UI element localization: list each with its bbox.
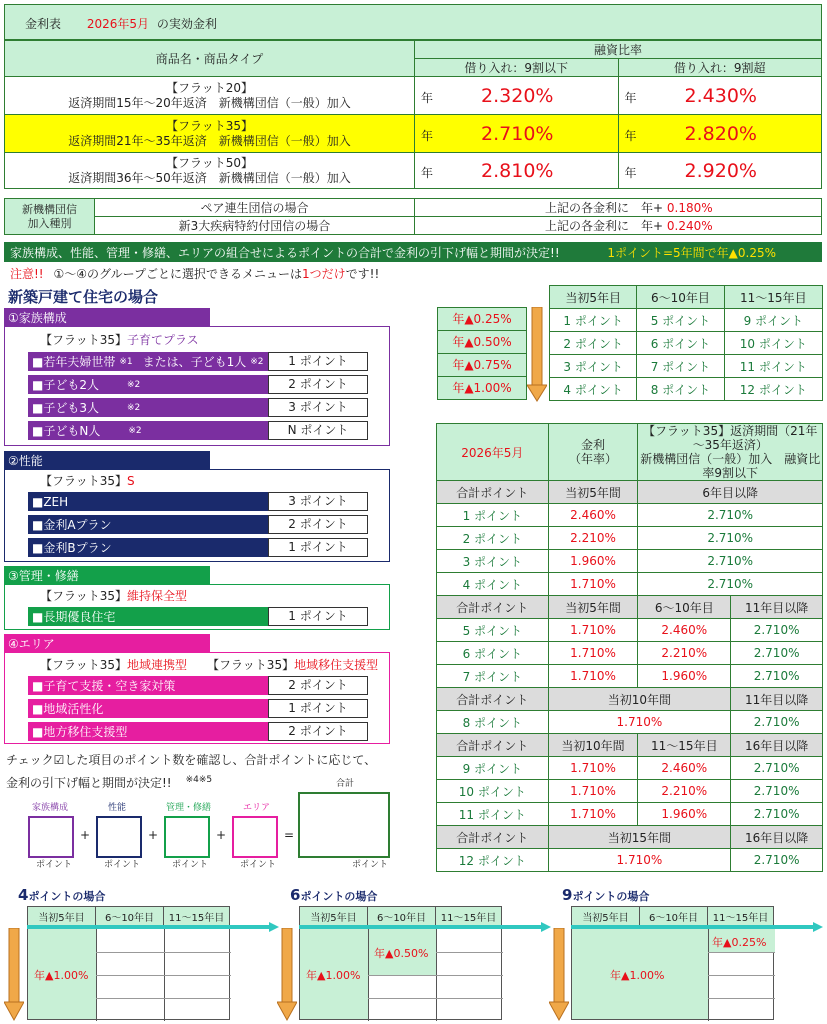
item-label: ■金利Bプラン — [32, 541, 112, 555]
item-label: ■地域活性化 — [32, 702, 104, 716]
notice-label: 注意!! — [10, 267, 44, 281]
danshin-table — [4, 198, 822, 235]
item-label: ■若年夫婦世帯 — [32, 355, 116, 369]
banner-right: 1ポイント=5年間で年▲0.25% — [607, 246, 776, 260]
product-name: 【フラット20】 — [165, 80, 254, 95]
group-title-d: 地域移住支援型 — [294, 658, 379, 672]
notice-tail: です!! — [345, 267, 380, 281]
area-item[interactable] — [28, 699, 268, 718]
rt-head: 合計ポイント — [437, 596, 549, 619]
title-label: 金利表 — [25, 17, 62, 31]
rt-head: 16年目以降 — [731, 826, 823, 849]
table-row — [437, 550, 823, 573]
point-box: 2 ポイント — [268, 375, 368, 394]
ex-header: 当初5年目 — [28, 907, 96, 927]
rt-head: 16年目以降 — [731, 734, 823, 757]
table-row — [437, 780, 823, 803]
calc-label-perf: 性能 — [108, 803, 127, 813]
title-month: 2026年5月 — [86, 17, 150, 31]
table-row — [437, 504, 823, 527]
group-title-c: 【フラット35】 — [207, 658, 295, 672]
rt-cell: 1.710% — [548, 619, 638, 642]
example-label: 年▲1.00% — [34, 969, 89, 982]
nen-label: 年 — [421, 90, 434, 105]
rt-head: 6～10年目 — [638, 596, 731, 619]
rate-b: 2.820% — [684, 122, 757, 145]
danshin-type: ペア連生団信の場合 — [95, 199, 415, 217]
calc-label-family: 家族構成 — [32, 803, 69, 813]
rt-cell: 3 ポイント — [437, 550, 549, 573]
danshin-text: 上記の各金利に 年+ — [545, 219, 664, 233]
rt-cell: 1.710% — [548, 849, 731, 872]
calc-box-total[interactable] — [298, 792, 390, 858]
product-desc: 返済期間36年～50年返済 新機構団信（一般）加入 — [68, 170, 351, 185]
example-label: 年▲1.00% — [610, 969, 665, 982]
title-bar — [4, 4, 822, 40]
rt-head: 当初15年間 — [548, 826, 731, 849]
perf-item[interactable] — [28, 515, 268, 534]
table-row — [437, 757, 823, 780]
ex-header: 11～15年目 — [436, 907, 502, 927]
example-label: 年▲0.50% — [374, 947, 429, 960]
green-banner — [4, 242, 822, 262]
ex-header: 6～10年目 — [96, 907, 164, 927]
example-grid — [299, 928, 502, 1020]
plus-sign: + — [148, 828, 159, 842]
ex-header: 11～15年目 — [708, 907, 774, 927]
rt-cell: 2.710% — [731, 757, 823, 780]
notice — [10, 265, 379, 282]
rt-cell: 2.710% — [731, 849, 823, 872]
pt-cell: 3 ポイント — [550, 355, 637, 378]
calc-point: ポイント — [36, 860, 73, 870]
calc-point: ポイント — [172, 860, 209, 870]
rt-head: 合計ポイント — [437, 826, 549, 849]
rt-desc1: 【フラット35】返済期間（21年～35年返済） — [643, 424, 818, 452]
calc-box-maint[interactable] — [164, 816, 210, 858]
point-box: 1 ポイント — [268, 607, 368, 626]
rt-cell: 1.710% — [548, 803, 638, 826]
danshin-type: 新3大疾病特約付団信の場合 — [95, 217, 415, 235]
area-item[interactable] — [28, 722, 268, 741]
rt-cell: 2.710% — [731, 711, 823, 734]
rt-cell: 1.710% — [548, 780, 638, 803]
pt-header: 11～15年目 — [724, 286, 822, 309]
rt-cell: 2.710% — [731, 803, 823, 826]
rt-cell: 1.710% — [548, 757, 638, 780]
rt-head: 当初10年間 — [548, 734, 638, 757]
example-num: 9 — [562, 886, 573, 904]
ex-header: 当初5年目 — [300, 907, 368, 927]
title-suffix: の実効金利 — [156, 17, 217, 31]
rt-cell: 2.210% — [548, 527, 638, 550]
point-box: N ポイント — [268, 421, 368, 440]
rt-desc2: 新機構団信（一般）加入 融資比率9割以下 — [640, 452, 821, 480]
group-title-b: 維持保全型 — [127, 589, 188, 603]
item-label: ■子どもN人 — [32, 424, 101, 438]
table-row — [437, 711, 823, 734]
example-title — [562, 886, 649, 904]
group-head-maint: ③管理・修繕 — [4, 566, 210, 584]
calc-box-area[interactable] — [232, 816, 278, 858]
reduction-label: 年▲0.25% — [438, 308, 526, 331]
pt-cell: 11 ポイント — [724, 355, 822, 378]
point-table — [549, 285, 823, 401]
rt-cell: 2.460% — [638, 757, 731, 780]
table-row — [550, 309, 823, 332]
item-label: ■子育て支援・空き家対策 — [32, 679, 176, 693]
calc-box-perf[interactable] — [96, 816, 142, 858]
rt-cell: 6 ポイント — [437, 642, 549, 665]
example-title — [290, 886, 377, 904]
rt-cell: 2.710% — [638, 573, 823, 596]
maint-item[interactable] — [28, 607, 268, 626]
rt-cell: 4 ポイント — [437, 573, 549, 596]
example-label: 年▲0.25% — [712, 936, 767, 949]
pt-cell: 12 ポイント — [724, 378, 822, 401]
point-box: 1 ポイント — [268, 352, 368, 371]
reduction-label: 年▲0.75% — [438, 354, 526, 377]
item-sup: ※1 — [119, 356, 133, 367]
rt-cell: 12 ポイント — [437, 849, 549, 872]
nen-label: 年 — [421, 128, 434, 143]
rt-cell: 1.960% — [548, 550, 638, 573]
group-title-b: 子育てプラス — [127, 333, 199, 347]
rate-a: 2.320% — [481, 84, 554, 107]
item-label: ■子ども3人 — [32, 401, 99, 415]
reduction-column — [437, 307, 527, 400]
danshin-label: 加入種別 — [27, 216, 72, 230]
check-line2: 金利の引下げ幅と期間が決定!! — [6, 776, 172, 790]
group-title-b: S — [127, 474, 135, 488]
rt-nenritsu: （年率） — [569, 452, 618, 466]
family-item[interactable] — [28, 352, 268, 371]
rt-kinri: 金利 — [581, 438, 606, 452]
example-title-text: ポイントの場合 — [572, 890, 650, 903]
banner-text: 家族構成、性能、管理・修繕、エリアの組合せによるポイントの合計で金利の引下げ幅と期間が決定!! — [10, 246, 560, 260]
table-row — [550, 355, 823, 378]
point-box: 2 ポイント — [268, 515, 368, 534]
item-label: ■長期優良住宅 — [32, 610, 116, 624]
calc-point: ポイント — [104, 860, 141, 870]
rt-head: 11～15年目 — [638, 734, 731, 757]
danshin-text: 上記の各金利に 年+ — [545, 201, 664, 215]
point-rate-table — [436, 423, 823, 872]
rt-cell: 2.710% — [638, 504, 823, 527]
rt-cell: 5 ポイント — [437, 619, 549, 642]
calc-label-total: 合計 — [336, 779, 355, 789]
point-box: 3 ポイント — [268, 492, 368, 511]
rt-head: 当初5年間 — [548, 596, 638, 619]
group-title — [40, 472, 135, 489]
rt-month: 2026年5月 — [437, 424, 549, 481]
ex-header: 当初5年目 — [572, 907, 640, 927]
equals-sign: = — [284, 828, 295, 842]
rt-cell: 2.710% — [731, 642, 823, 665]
notice-text: ①～④のグループごとに選択できるメニューは — [53, 267, 303, 281]
rt-cell: 10 ポイント — [437, 780, 549, 803]
item-extra: または、子ども1人 — [142, 355, 247, 369]
check-note: ※4※5 — [185, 775, 213, 785]
rt-cell: 1.960% — [638, 665, 731, 688]
group-head-area: ④エリア — [4, 634, 210, 652]
rt-cell: 8 ポイント — [437, 711, 549, 734]
check-line1: チェック☑した項目のポイント数を確認し、合計ポイントに応じて、 — [6, 753, 377, 767]
point-box: 1 ポイント — [268, 699, 368, 718]
rt-cell: 2.460% — [638, 619, 731, 642]
down-arrow-icon — [277, 928, 297, 1022]
item-label: ■地方移住支援型 — [32, 725, 128, 739]
rt-cell: 1.960% — [638, 803, 731, 826]
rt-cell: 1.710% — [548, 711, 731, 734]
plus-sign: + — [216, 828, 227, 842]
rt-cell: 2.710% — [731, 619, 823, 642]
rate-a: 2.810% — [481, 159, 554, 182]
product-desc: 返済期間15年～20年返済 新機構団信（一般）加入 — [68, 95, 351, 110]
rate-b: 2.430% — [684, 84, 757, 107]
table-row — [5, 153, 822, 189]
rt-cell: 2.710% — [638, 550, 823, 573]
point-box: 3 ポイント — [268, 398, 368, 417]
reduction-label: 年▲0.50% — [438, 331, 526, 354]
rt-head: 11年目以降 — [731, 596, 823, 619]
example-grid — [571, 928, 774, 1020]
point-box: 2 ポイント — [268, 676, 368, 695]
example-num: 4 — [18, 886, 29, 904]
pt-header: 6～10年目 — [637, 286, 724, 309]
rate-a: 2.710% — [481, 122, 554, 145]
rt-cell: 9 ポイント — [437, 757, 549, 780]
area-item[interactable] — [28, 676, 268, 695]
section-title: 新築戸建て住宅の場合 — [8, 288, 159, 306]
calc-point: ポイント — [240, 860, 277, 870]
perf-item[interactable] — [28, 492, 268, 511]
table-row — [437, 849, 823, 872]
group-title-a: 【フラット35】 — [40, 589, 128, 603]
example-label: 年▲1.00% — [306, 969, 361, 982]
item-label: ■子ども2人 — [32, 378, 99, 392]
example-title-text: ポイントの場合 — [28, 890, 106, 903]
family-item[interactable] — [28, 375, 268, 394]
pt-cell: 10 ポイント — [724, 332, 822, 355]
product-desc: 返済期間21年～35年返済 新機構団信（一般）加入 — [68, 133, 351, 148]
danshin-label: 新機構団信 — [22, 202, 77, 216]
table-row — [437, 665, 823, 688]
nen-label: 年 — [624, 128, 637, 143]
group-title-a: 【フラット35】 — [40, 474, 128, 488]
ex-header: 6～10年目 — [640, 907, 708, 927]
pt-cell: 1 ポイント — [550, 309, 637, 332]
rt-head: 合計ポイント — [437, 734, 549, 757]
product-header: 商品名・商品タイプ — [5, 41, 415, 77]
point-box: 1 ポイント — [268, 538, 368, 557]
pt-cell: 8 ポイント — [637, 378, 724, 401]
table-row — [437, 642, 823, 665]
down-arrow-icon — [549, 928, 569, 1022]
danshin-value: 0.180% — [666, 201, 713, 215]
rt-cell: 2.710% — [731, 780, 823, 803]
rt-head: 当初10年間 — [548, 688, 731, 711]
calc-label-maint: 管理・修繕 — [166, 803, 212, 813]
ratio-header: 融資比率 — [415, 41, 822, 59]
nen-label: 年 — [624, 90, 637, 105]
rt-cell: 2.210% — [638, 780, 731, 803]
table-row — [437, 573, 823, 596]
rt-cell: 2 ポイント — [437, 527, 549, 550]
rt-cell: 7 ポイント — [437, 665, 549, 688]
group-title-a: 【フラット35】 — [40, 333, 128, 347]
reduction-label: 年▲1.00% — [452, 381, 512, 395]
table-row — [550, 378, 823, 401]
rt-head: 11年目以降 — [731, 688, 823, 711]
rt-cell: 1.710% — [548, 642, 638, 665]
pt-cell: 6 ポイント — [637, 332, 724, 355]
nen-label: 年 — [624, 165, 637, 180]
group-title-b: 地域連携型 — [127, 658, 188, 672]
calc-box-family[interactable] — [28, 816, 74, 858]
item-sup: ※2 — [128, 425, 142, 436]
rate-b: 2.920% — [684, 159, 757, 182]
group-title — [40, 331, 199, 348]
rt-cell: 11 ポイント — [437, 803, 549, 826]
notice-em: 1つだけ — [302, 267, 346, 281]
rt-cell: 2.710% — [731, 665, 823, 688]
group-title — [40, 587, 187, 604]
right-arrow-icon — [27, 922, 279, 932]
table-row — [437, 619, 823, 642]
point-box: 2 ポイント — [268, 722, 368, 741]
rt-cell: 1.710% — [548, 573, 638, 596]
calc-point: ポイント — [352, 860, 389, 870]
pt-header: 当初5年目 — [550, 286, 637, 309]
rt-head: 当初5年間 — [548, 481, 638, 504]
family-item[interactable] — [28, 398, 268, 417]
right-arrow-icon — [299, 922, 551, 932]
down-arrow-icon — [4, 928, 24, 1022]
item-label: ■ZEH — [32, 494, 69, 509]
rt-cell: 2.710% — [638, 527, 823, 550]
calc-label-area: エリア — [243, 803, 271, 813]
pt-cell: 9 ポイント — [724, 309, 822, 332]
pt-cell: 4 ポイント — [550, 378, 637, 401]
product-name: 【フラット50】 — [165, 155, 254, 170]
pt-cell: 7 ポイント — [637, 355, 724, 378]
rt-head: 6年目以降 — [638, 481, 823, 504]
right-arrow-icon — [571, 922, 823, 932]
table-row — [550, 332, 823, 355]
rt-cell: 2.460% — [548, 504, 638, 527]
pt-cell: 2 ポイント — [550, 332, 637, 355]
rt-cell: 1 ポイント — [437, 504, 549, 527]
col-b-header: 借り入れ：9割超 — [618, 59, 822, 77]
example-title — [18, 886, 105, 904]
rt-cell: 1.710% — [548, 665, 638, 688]
rt-cell: 2.210% — [638, 642, 731, 665]
rt-head: 合計ポイント — [437, 688, 549, 711]
item-sup: ※2 — [126, 379, 141, 390]
table-row — [5, 77, 822, 115]
rate-table-main — [4, 40, 822, 189]
danshin-value: 0.240% — [666, 219, 713, 233]
table-row — [437, 803, 823, 826]
example-num: 6 — [290, 886, 301, 904]
perf-item[interactable] — [28, 538, 268, 557]
pt-cell: 5 ポイント — [637, 309, 724, 332]
plus-sign: + — [80, 828, 91, 842]
rt-head: 合計ポイント — [437, 481, 549, 504]
group-title — [40, 656, 378, 673]
product-name: 【フラット35】 — [165, 118, 254, 133]
group-title-a: 【フラット35】 — [40, 658, 128, 672]
table-row — [437, 527, 823, 550]
item-sup: ※2 — [126, 402, 141, 413]
item-label: ■金利Aプラン — [32, 518, 112, 532]
example-title-text: ポイントの場合 — [300, 890, 378, 903]
ex-header: 6～10年目 — [368, 907, 436, 927]
item-sup: ※2 — [250, 356, 264, 367]
nen-label: 年 — [421, 165, 434, 180]
group-head-family: ①家族構成 — [4, 308, 210, 326]
group-head-perf: ②性能 — [4, 451, 210, 469]
family-item[interactable] — [28, 421, 268, 440]
down-arrow-icon — [527, 307, 547, 403]
check-text — [6, 750, 376, 793]
col-a-header: 借り入れ：9割以下 — [415, 59, 619, 77]
ex-header: 11～15年目 — [164, 907, 230, 927]
table-row — [5, 115, 822, 153]
example-grid — [27, 928, 230, 1020]
